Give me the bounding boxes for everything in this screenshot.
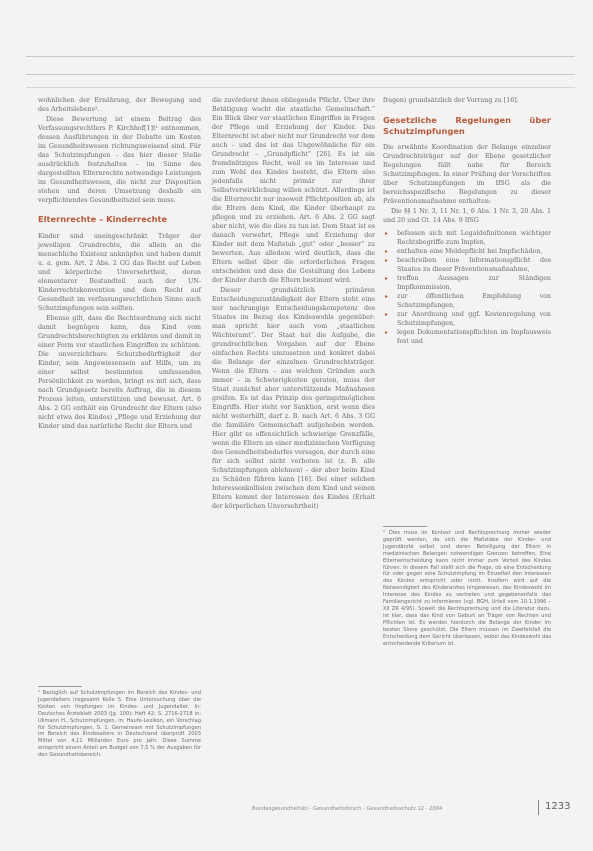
paragraph: Die erwähnte Koordination der Belange einzelner Grundrechtsträger auf der Ebene gesetzlicher Regelungen fällt nahe für Bereich Schutzimpfungen. In einer Prüfung der Vorschriften über Schutzimpfungen im IfSG als die bereichsspezifische Regelungen zu dieser Präventionsmaßnahme enthalten: xyxy=(383,144,551,205)
bullet-list xyxy=(383,229,551,346)
footnote-rule xyxy=(383,526,427,527)
journal-citation: Bundesgesundheitsbl - Gesundheitsforsch - Gesundheitsschutz 12 · 2004 xyxy=(252,806,443,812)
list-item: ▸ befassen sich mit Legaldefinitionen wichtiger Rechtsbegriffe zum Impfen, xyxy=(383,229,551,247)
paragraph: Dieser grundsätzlich primären Entscheidungszuständigkeit der Eltern steht eine nur nachrangige Entscheidungskompetenz des Staates im Bezug des Kindeswohls gegenüber: man spricht hier auch vom „staatlichen Wächteramt“. Der Staat hat die Aufgabe, die grundrechtlichen Vorgaben auf der Ebene einfachen Rechts umzusetzen und konkret dabei die Belange der einzelnen Grundrechtsträger. Wenn die Eltern – aus welchen Gründen auch immer – in Schwierigkeiten geraten, muss der Staat zunächst aber unterstützende Maßnahmen greifen. Es ist das Prinzip des geringstmöglichen Eingriffs. Hier steht vor Sanktion, erst wenn dies nicht weiterhilft, darf z. B. nach Art. 6 Abs. 3 GG die familiäre Gemeinschaft aufgehoben werden. Hier gibt es offensichtlich schwierige Grenzfälle, wenn die Eltern an einer medizinischen Verfügung des Gesundheitsbedarfes versagen, der durch eine für sich selbst nicht verboten ist (z. B. alle Schutzimpfungen ablehnen) – der aber beim Kind zu Schäden führen kann [16]. Bei einer solchen Interessenkollision zwischen dem Kind und seinen Eltern kommt der Interessen des Kindes (Erhalt der körperlichen Unversehrtheit) xyxy=(212,287,375,510)
list-item: ▸ treffen Aussagen zur Ständigen Impfkommission, xyxy=(383,274,551,292)
list-item: ▸ beschreiben eine Informationspflicht des Staates zu dieser Präventionsmaßnahme, xyxy=(383,256,551,274)
header-rule xyxy=(26,74,575,75)
paragraph: die zuvörderst ihnen obliegende Pflicht. Über ihre Betätigung wacht die staatliche Gemeinschaft.“ Ein Blick über vor staatlichen Eingriffen in Fragen der Pflege und Erziehung der Kinder. Das Elternrecht ist aber nicht nur Grundrecht vor dem auch – und das ist das Ungewöhnliche für ein Grundrecht – „Grundpflicht“ [26]. Es ist ein fremdnütziges Recht, weil es im Interesse und zum Wohl des Kindes besteht, die Eltern also jedenfalls nicht primär zur ihrer Selbstverwirklichung willen schützt. Allerdings ist die Elternrecht nur insoweit Pflichtposition ab, als die Eltern dem Kind, die Kinder überhaupt zu pflegen und zu erziehen. Art. 6 Abs. 2 GG sagt aber nicht, wie die dies zu tun ist. Dem Staat ist es danach verwehrt, Pflege und Erziehung der Kinder mit dem Maßstab „gut“ oder „besser“ zu bewerten. Aus alledem wird deutlich, dass die Eltern selbst über die erforderlichen Fragen entscheiden und dass die Gestaltung des Lebens der Kinder durch die Eltern bestimmt wird. xyxy=(212,97,375,284)
page-number: 1233 xyxy=(545,801,571,812)
footnote-right: ² Dies muss im Kontext und Rechtsprechung immer wieder geprüft werden, da sich die Maßstäbe der Kinder- und Jugendärzte selbst und deren Beteiligung der Eltern in medizinischen Belangen notwendigen Grenzen betreffen. Eine Elternentscheidung kann nicht immer zum Vorteil des Kindes führen. In diesem Fall stellt sich die Frage, ob eine Entscheidung für oder gegen eine Schutzimpfung im Einzelfall den Interessen des Kindes entspricht oder nicht. Insofern wird auf die Notwendigkeit des Kinderarztes hingewiesen, das Kindeswohl im Interesse des Kindes zu vertreten und gegebenenfalls das Familiengericht zu informieren (vgl. BGH, Urteil vom 10.1.1996 – XII ZR 4/95). Soweit die Rechtsprechung und die Literatur dazu, ist klar, dass das Kind von Geburt an Träger von Rechten und Pflichten ist. Es werden hierdurch die Belange der Kinder im besten Sinne geschützt. Die Eltern müssen im Zweifelsfall die Entscheidung dem Gericht überlassen, wobei das Kindeswohl das entscheidende Kriterium ist. xyxy=(383,530,551,647)
list-item: ▸ enthalten eine Meldepflicht bei Impfschäden, xyxy=(383,247,551,256)
footnote-rule xyxy=(38,686,82,687)
paragraph: Ebenso gilt, dass die Rechtsordnung sich nicht damit begnügen kann, das Kind vom Grundrechtsberechtigten zu erklären und damit in einer Form vor staatlichen Eingriffen zu schützen. Die unverzichtbare Schutzbedürftigkeit der Kinder, sein Angewiesensein auf Hilfe, um zu einer selbst bestimmten umfassenden Persönlichkeit zu werden, bringt es mit sich, dass nach Grundgesetz bereits Auftrag, die in diesem Prozess leiten, unterstützen und bewusst. Art. 6 Abs. 2 GG enthält ein Grundrecht der Eltern (also nicht etwa des Kindes) „Pflege und Erziehung der Kinder sind das natürliche Recht der Eltern und xyxy=(38,314,201,430)
list-item: ▸ zur Anordnung und ggf. Kostenregelung von Schutzimpfungen, xyxy=(383,310,551,328)
paragraph: wohnlichen der Ernährung, der Bewegung und des Arbeitslebens². xyxy=(38,97,201,113)
paragraph: Kinder sind uneingeschränkt Träger der jeweiligen Grundrechte, die allein an die menschliche Existenz anknüpfen und haben damit u. a. gem. Art. 2 Abs. 2 GG das Recht auf Leben und körperliche Unversehrtheit, deren elementarer Bestandteil auch der UN-Kinderrechtskonvention und dem Recht auf Gesundheit im verfassungsrechtlichen Sinne auch Schutzimpfungen sein sollten. xyxy=(38,232,201,312)
list-item: ▸ zur öffentlichen Empfehlung von Schutzimpfungen, xyxy=(383,292,551,310)
footer-separator xyxy=(538,800,539,815)
section-heading: Elternrechte – Kinderrechte xyxy=(38,214,168,224)
header-rule xyxy=(26,56,575,57)
text-column-right xyxy=(383,96,551,346)
section-heading: Gesetzliche Regelungen über Schutzimpfungen xyxy=(383,115,551,136)
page-footer xyxy=(252,801,572,812)
header-rule xyxy=(26,87,575,88)
footnote-left: ¹ Bezüglich auf Schutzimpfungen im Bereich des Kindes- und Jugendalters insgesamt Kolle S. Eine Untersuchung über die Kosten von Impfungen im Kindes- und Jugendalter. In: Deutsches Ärzteblatt 2003 (Jg. 100); Heft 42: S. 2716-2718 in: Ullmann H., Schutzimpfungen, in: Haufe-Lexikon, ein Vorschlag für Schutzimpfungen, S. 1. Gemeinsam mit Schutzimpfungen im Bereich des Kindesalters in Deutschland überprüft 2003 Mittel von 4,11 Milliarden Euro pro Jahr. Diese Summe entspricht einem Anteil am Budget von 7,5 % der Ausgaben für den Gesundheitsbereich. xyxy=(38,690,201,759)
paragraph: Diese Bewertung ist einem Beitrag des Verfassungsrechtlers P. Kirchhof[1]t¹ entnommen, dessen Ausführungen in der Debatte um Kosten im Gesundheitswesen richtungsweisend sind. Für das Schutzimpfungen - das hier dieser Stelle ausdrücklich festzuhalten - im Sinne des dargestellten Elternrechte notwendige Leistungen im Gesundheitswesen, die nicht zur Disposition stehen und deren Umsetzung deshalb ein verpflichtendes Gesundheitsziel sein muss. xyxy=(38,116,201,204)
text-column-middle xyxy=(212,96,375,512)
list-item: ▸ legen Dokumentationspflichten im Impfausweis fest und xyxy=(383,328,551,346)
paragraph: Die §§ 1 Nr. 3, 11 Nr. 1, 6 Abs. 1 Nr. 3, 20 Abs. 1 und 20 und Gt. 14 Abs. 9 IfSG xyxy=(383,208,551,224)
paragraph: fragen) grundsätzlich der Vorrang zu [16]. xyxy=(383,97,519,104)
text-column-left xyxy=(38,96,201,432)
